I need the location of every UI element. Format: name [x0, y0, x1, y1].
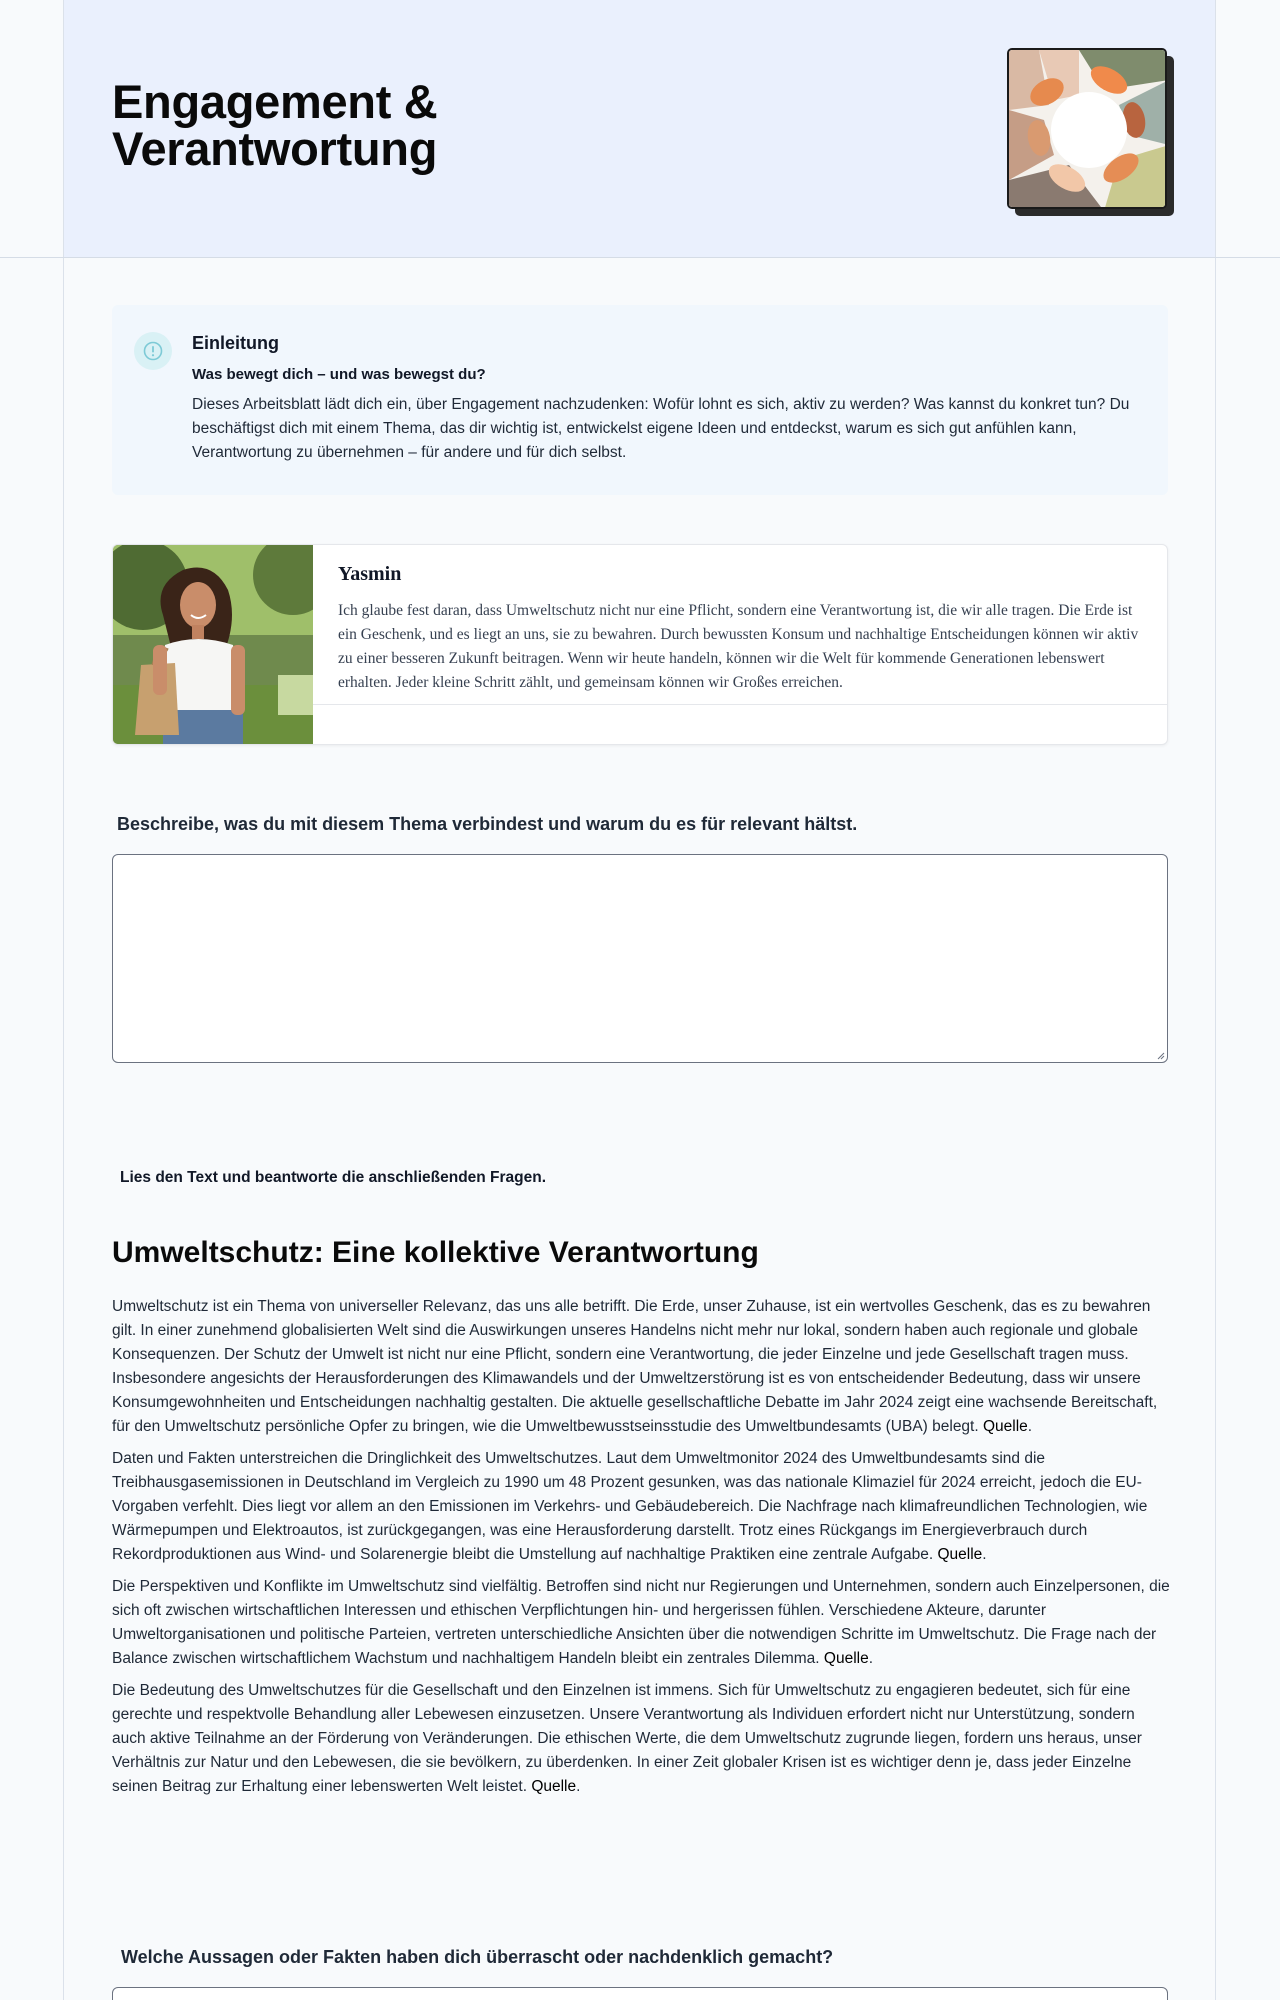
article-paragraph-text: Die Bedeutung des Umweltschutzes für die Gesellschaft und den Einzelnen ist immens. Sich für Umweltschutz zu engagieren bedeutet, sich für eine gerechte und respektvolle Behandlung aller Lebewesen einzusetzen. Unsere Verantwortung als Individuen erfordert nicht nur Unterstützung, sondern auch aktive Teilnahme an der Förderung von Veränderungen. Die ethischen Werte, die dem Umweltschutz zugrunde liegen, fordern uns heraus, unser Verhältnis zur Natur und den Lebewesen, die sie bevölkern, zu überdenken. In einer Zeit globaler Krisen ist es wichtiger denn je, dass jeder Einzelne seinen Beitrag zur Erhaltung einer lebenswerten Welt leistet.	[112, 1682, 1142, 1795]
source-link[interactable]: Quelle	[937, 1546, 983, 1563]
article-paragraph: Umweltschutz ist ein Thema von universeller Relevanz, das uns alle betrifft. Die Erde, unser Zuhause, ist ein wertvolles Geschenk, das es zu bewahren gilt. In einer zunehmend globalisierten Welt sind die Auswirkungen unseres Handelns nicht mehr nur lokal, sondern haben auch regionale und globale Konsequenzen. Der Schutz der Umwelt ist nicht nur eine Pflicht, sondern eine Verantwortung, die jeder Einzelne und jede Gesellschaft tragen muss. Insbesondere angesichts der Herausforderungen des Klimawandels und der Umweltzerstörung ist es von entscheidender Bedeutung, dass wir unsere Konsumgewohnheiten und Entscheidungen nachhaltig gestalten. Die aktuelle gesellschaftliche Debatte im Jahr 2024 zeigt eine wachsende Bereitschaft, für den Umweltschutz persönliche Opfer zu bringen, wie die Umweltbewusstseinsstudie des Umweltbundesamts (UBA) belegt. Quelle.	[112, 1298, 1158, 1435]
intro-text: Dieses Arbeitsblatt lädt dich ein, über Engagement nachzudenken: Wofür lohnt es sich, aktiv zu werden? Was kannst du konkret tun? Du beschäftigst dich mit einem Thema, das dir wichtig ist, entwickelst eigene Ideen und entdeckst, warum es sich gut anfühlen kann, Verantwortung zu übernehmen – für andere und für dich selbst.	[192, 396, 1130, 461]
article-paragraph: Daten und Fakten unterstreichen die Dringlichkeit des Umweltschutzes. Laut dem Umweltmonitor 2024 des Umweltbundesamts sind die Treibhausgasemissionen in Deutschland im Vergleich zu 1990 um 48 Prozent gesunken, was das nationale Klimaziel für 2024 erreicht, jedoch die EU-Vorgaben verfehlt. Dies liegt vor allem an den Emissionen im Verkehrs- und Gebäudebereich. Die Nachfrage nach klimafreundlichen Technologien, wie Wärmepumpen und Elektroautos, ist zurückgegangen, was eine Herausforderung darstellt. Trotz eines Rückgangs im Energieverbrauch durch Rekordproduktionen aus Wind- und Solarenergie bleibt die Umstellung auf nachhaltige Praktiken eine zentrale Aufgabe. Quelle.	[112, 1450, 1148, 1563]
article-body	[112, 1295, 1172, 1807]
source-link[interactable]: Quelle	[823, 1650, 869, 1667]
resize-grip-icon[interactable]	[1155, 1050, 1165, 1060]
article-paragraph: Die Perspektiven und Konflikte im Umweltschutz sind vielfältig. Betroffen sind nicht nur Regierungen und Unternehmen, sondern auch Einzelpersonen, die sich oft zwischen wirtschaftlichen Interessen und ethischen Verpflichtungen hin- und hergerissen fühlen. Verschiedene Akteure, darunter Umweltorganisationen und politische Parteien, vertreten unterschiedliche Ansichten über die notwendigen Schritte im Umweltschutz. Die Frage nach der Balance zwischen wirtschaftlichem Wachstum und nachhaltigem Handeln bleibt ein zentrales Dilemma. Quelle.	[112, 1578, 1170, 1667]
page-rail-right	[1215, 0, 1216, 2000]
hands-circle-illustration-icon	[1007, 48, 1167, 209]
quote-author-name: Yasmin	[338, 563, 402, 585]
quote-divider	[313, 704, 1168, 705]
task-1-answer-textarea[interactable]	[112, 854, 1168, 1063]
page-title-line-2: Verantwortung	[112, 122, 438, 175]
intro-subheading: Was bewegt dich – und was bewegst du?	[192, 366, 486, 383]
source-link[interactable]: Quelle	[982, 1418, 1028, 1435]
reading-instruction: Lies den Text und beantworte die anschließenden Fragen.	[120, 1169, 547, 1186]
task-1-label: Beschreibe, was du mit diesem Thema verbindest und warum du es für relevant hältst.	[117, 814, 858, 834]
intro-heading: Einleitung	[192, 333, 279, 353]
quote-text: Ich glaube fest daran, dass Umweltschutz nicht nur eine Pflicht, sondern eine Verantwortung ist, die wir alle tragen. Die Erde ist ein Geschenk, und es liegt an uns, sie zu bewahren. Durch bewussten Konsum und nachhaltige Entscheidungen können wir aktiv zu einer besseren Zukunft beitragen. Wenn wir heute handeln, können wir die Welt für kommende Generationen lebenswert erhalten. Jeder kleine Schritt zählt, und gemeinsam können wir Großes erreichen.	[338, 602, 1139, 691]
quote-card	[112, 544, 1168, 745]
task-2-label: Welche Aussagen oder Fakten haben dich überrascht oder nachdenklich gemacht?	[121, 1947, 834, 1967]
source-link[interactable]: Quelle	[531, 1778, 577, 1795]
intro-section	[112, 305, 1168, 495]
page-rail-left	[63, 0, 64, 2000]
page-title	[112, 75, 612, 175]
article-paragraph-text: Umweltschutz ist ein Thema von universeller Relevanz, das uns alle betrifft. Die Erde, unser Zuhause, ist ein wertvolles Geschenk, das es zu bewahren gilt. In einer zunehmend globalisierten Welt sind die Auswirkungen unseres Handelns nicht mehr nur lokal, sondern haben auch regionale und globale Konsequenzen. Der Schutz der Umwelt ist nicht nur eine Pflicht, sondern eine Verantwortung, die jeder Einzelne und jede Gesellschaft tragen muss. Insbesondere angesichts der Herausforderungen des Klimawandels und der Umweltzerstörung ist es von entscheidender Bedeutung, dass wir unsere Konsumgewohnheiten und Entscheidungen nachhaltig gestalten. Die aktuelle gesellschaftliche Debatte im Jahr 2024 zeigt eine wachsende Bereitschaft, für den Umweltschutz persönliche Opfer zu bringen, wie die Umweltbewusstseinsstudie des Umweltbundesamts (UBA) belegt.	[112, 1298, 1158, 1435]
header	[0, 0, 1280, 258]
page-title-line-1: Engagement &	[112, 75, 438, 128]
article-paragraph-text: Die Perspektiven und Konflikte im Umweltschutz sind vielfältig. Betroffen sind nicht nur Regierungen und Unternehmen, sondern auch Einzelpersonen, die sich oft zwischen wirtschaftlichen Interessen und ethischen Verpflichtungen hin- und hergerissen fühlen. Verschiedene Akteure, darunter Umweltorganisationen und politische Parteien, vertreten unterschiedliche Ansichten über die notwendigen Schritte im Umweltschutz. Die Frage nach der Balance zwischen wirtschaftlichem Wachstum und nachhaltigem Handeln bleibt ein zentrales Dilemma.	[112, 1578, 1170, 1667]
task-2-answer-textarea[interactable]	[112, 1987, 1168, 2000]
info-icon	[134, 332, 172, 370]
article-title: Umweltschutz: Eine kollektive Verantwortung	[112, 1236, 759, 1269]
article-paragraph-text: Daten und Fakten unterstreichen die Dringlichkeit des Umweltschutzes. Laut dem Umweltmonitor 2024 des Umweltbundesamts sind die Treibhausgasemissionen in Deutschland im Vergleich zu 1990 um 48 Prozent gesunken, was das nationale Klimaziel für 2024 erreicht, jedoch die EU-Vorgaben verfehlt. Dies liegt vor allem an den Emissionen im Verkehrs- und Gebäudebereich. Die Nachfrage nach klimafreundlichen Technologien, wie Wärmepumpen und Elektroautos, ist zurückgegangen, was eine Herausforderung darstellt. Trotz eines Rückgangs im Energieverbrauch durch Rekordproduktionen aus Wind- und Solarenergie bleibt die Umstellung auf nachhaltige Praktiken eine zentrale Aufgabe.	[112, 1450, 1148, 1563]
article-paragraph: Die Bedeutung des Umweltschutzes für die Gesellschaft und den Einzelnen ist immens. Sich für Umweltschutz zu engagieren bedeutet, sich für eine gerechte und respektvolle Behandlung aller Lebewesen einzusetzen. Unsere Verantwortung als Individuen erfordert nicht nur Unterstützung, sondern auch aktive Teilnahme an der Förderung von Veränderungen. Die ethischen Werte, die dem Umweltschutz zugrunde liegen, fordern uns heraus, unser Verhältnis zur Natur und den Lebewesen, die sie bevölkern, zu überdenken. In einer Zeit globaler Krisen ist es wichtiger denn je, dass jeder Einzelne seinen Beitrag zur Erhaltung einer lebenswerten Welt leistet. Quelle.	[112, 1682, 1142, 1795]
yasmin-portrait-photo	[113, 545, 313, 745]
